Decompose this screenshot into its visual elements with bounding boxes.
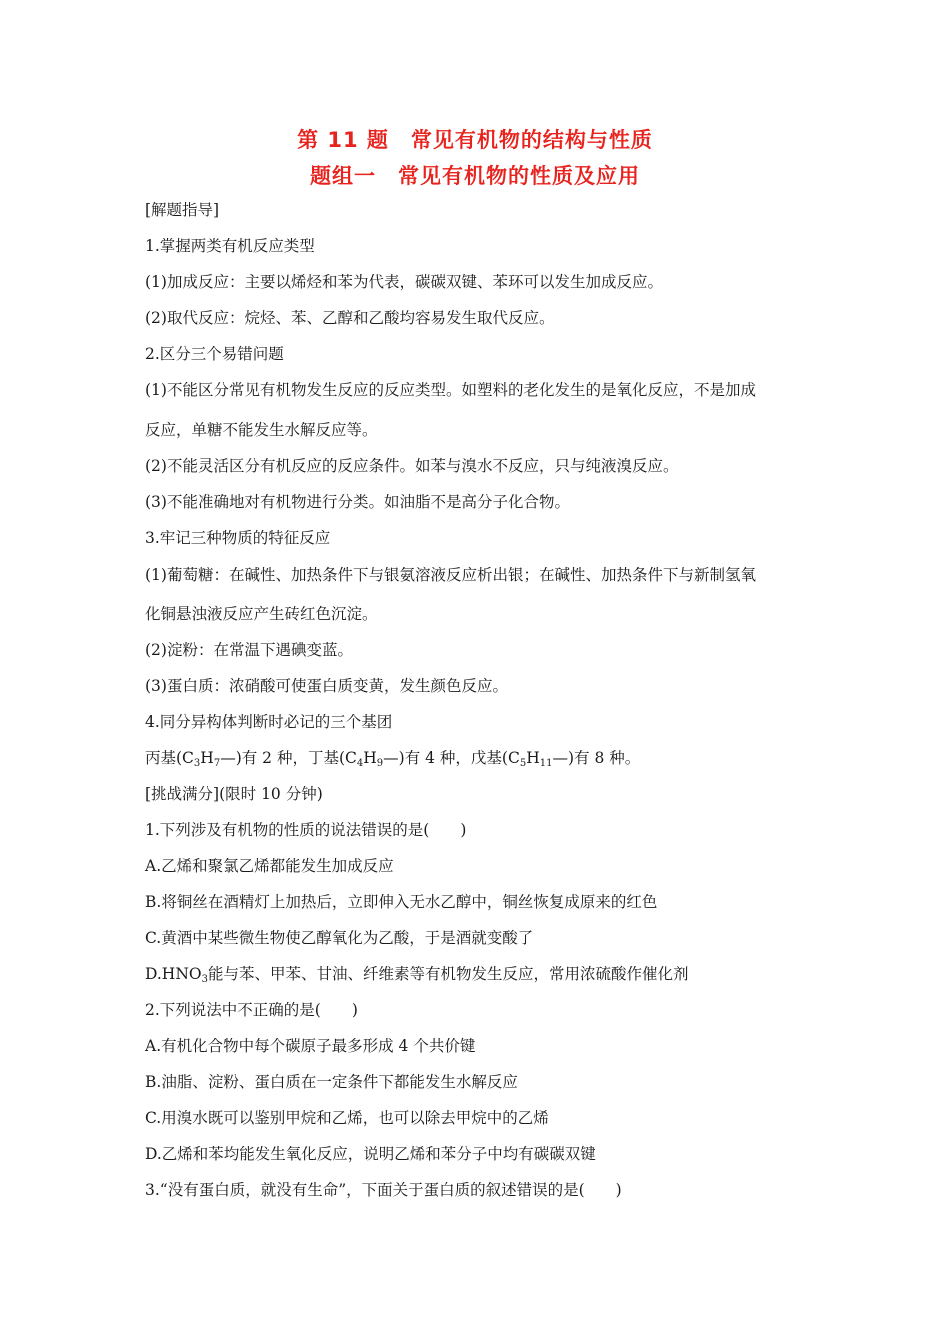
question-2-option-b: B.油脂、淀粉、蛋白质在一定条件下都能发生水解反应 xyxy=(145,1073,518,1091)
section-1-item-2: (2)取代反应：烷烃、苯、乙醇和乙酸均容易发生取代反应。 xyxy=(145,309,555,327)
section-2-item-3: (3)不能准确地对有机物进行分类。如油脂不是高分子化合物。 xyxy=(145,493,570,511)
section-4-heading: 4.同分异构体判断时必记的三个基团 xyxy=(145,713,393,731)
question-1-option-a: A.乙烯和聚氯乙烯都能发生加成反应 xyxy=(145,857,394,875)
question-2-option-a: A.有机化合物中每个碳原子最多形成 4 个共价键 xyxy=(145,1037,476,1055)
section-3-heading: 3.牢记三种物质的特征反应 xyxy=(145,529,331,547)
question-2-option-c: C.用溴水既可以鉴别甲烷和乙烯，也可以除去甲烷中的乙烯 xyxy=(145,1109,549,1127)
page-subtitle: 题组一 常见有机物的性质及应用 xyxy=(310,164,640,188)
question-2-option-d: D.乙烯和苯均能发生氧化反应，说明乙烯和苯分子中均有碳碳双键 xyxy=(145,1145,596,1163)
section-3-item-2: (2)淀粉：在常温下遇碘变蓝。 xyxy=(145,641,353,659)
guide-heading: [解题指导] xyxy=(145,201,220,219)
question-1-option-c: C.黄酒中某些微生物使乙醇氧化为乙酸，于是酒就变酸了 xyxy=(145,929,534,947)
section-4-item-1: 丙基$(C_3H_7—)$有 2 种，丁基$(C_4H_9—)$有 4 种，戊基$(C_5H_{11}—)$有 8 种。 xyxy=(145,749,641,769)
section-3-item-1-line-2: 化铜悬浊液反应产生砖红色沉淀。 xyxy=(145,605,378,623)
section-2-item-2: (2)不能灵活区分有机反应的反应条件。如苯与溴水不反应，只与纯液溴反应。 xyxy=(145,457,679,475)
challenge-heading: [挑战满分](限时 10 分钟) xyxy=(145,785,323,803)
section-2-item-1-line-1: (1)不能区分常见有机物发生反应的反应类型。如塑料的老化发生的是氧化反应，不是加成 xyxy=(145,381,756,399)
section-1-item-1: (1)加成反应：主要以烯烃和苯为代表，碳碳双键、苯环可以发生加成反应。 xyxy=(145,273,663,291)
question-1-option-b: B.将铜丝在酒精灯上加热后，立即伸入无水乙醇中，铜丝恢复成原来的红色 xyxy=(145,893,658,911)
section-2-item-1-line-2: 反应，单糖不能发生水解反应等。 xyxy=(145,421,378,439)
section-1-heading: 1.掌握两类有机反应类型 xyxy=(145,237,315,255)
question-1-option-d: $D.HNO_3$能与苯、甲苯、甘油、纤维素等有机物发生反应，常用浓硫酸作催化剂 xyxy=(145,965,689,985)
page-title: 第 11 题 常见有机物的结构与性质 xyxy=(297,128,653,152)
question-2: 2.下列说法中不正确的是( ) xyxy=(145,1001,358,1019)
question-1: 1.下列涉及有机物的性质的说法错误的是( ) xyxy=(145,821,467,839)
section-3-item-1-line-1: (1)葡萄糖：在碱性、加热条件下与银氨溶液反应析出银；在碱性、加热条件下与新制氢氧 xyxy=(145,566,756,584)
section-3-item-3: (3)蛋白质：浓硝酸可使蛋白质变黄，发生颜色反应。 xyxy=(145,677,508,695)
question-3: 3.“没有蛋白质，就没有生命”，下面关于蛋白质的叙述错误的是( ) xyxy=(145,1181,622,1199)
section-2-heading: 2.区分三个易错问题 xyxy=(145,345,284,363)
